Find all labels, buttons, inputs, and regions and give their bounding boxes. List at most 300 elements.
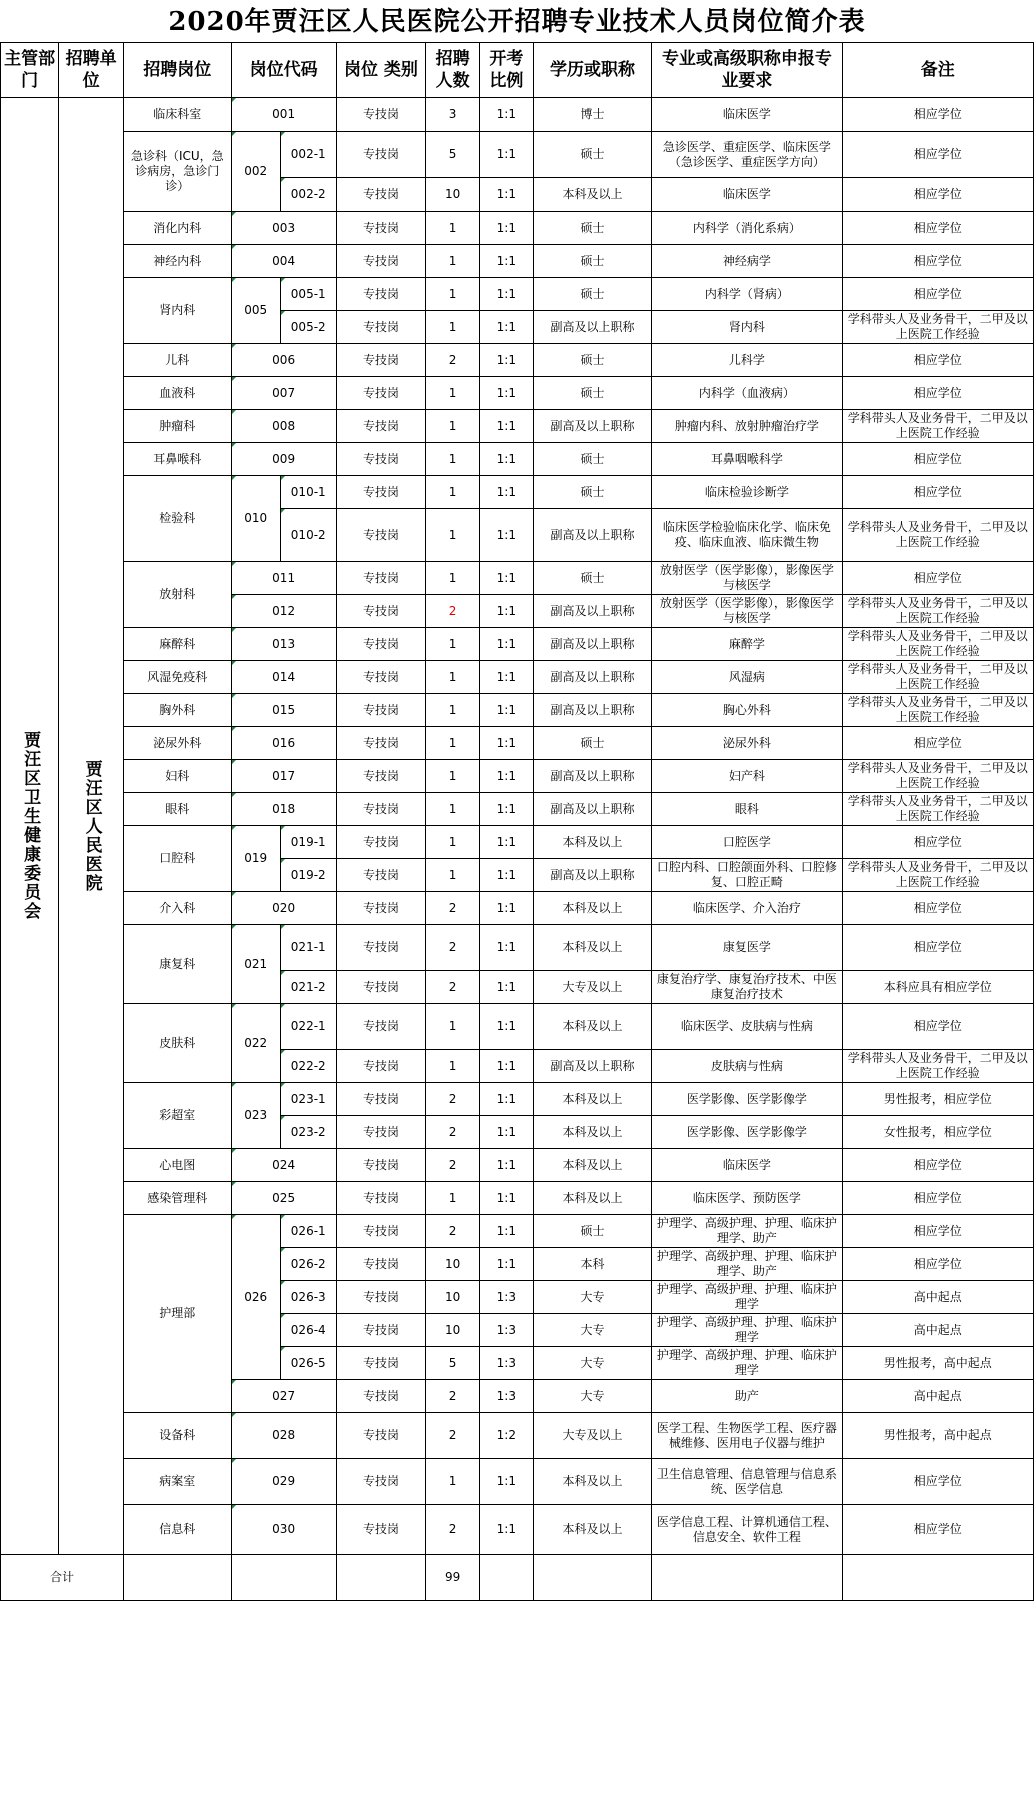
table-row xyxy=(1,793,1034,826)
post-type: 专技岗 xyxy=(336,595,426,628)
table-row xyxy=(1,628,1034,661)
post-note: 学科带头人及业务骨干，二甲及以上医院工作经验 xyxy=(842,859,1033,892)
post-note: 学科带头人及业务骨干，二甲及以上医院工作经验 xyxy=(842,1050,1033,1083)
total-label: 合计 xyxy=(1,1555,124,1601)
table-row xyxy=(1,1083,1034,1116)
post-name: 护理部 xyxy=(124,1215,231,1413)
post-edu: 本科及以上 xyxy=(533,1116,652,1149)
post-ratio: 1:1 xyxy=(479,98,533,132)
post-type: 专技岗 xyxy=(336,793,426,826)
post-name: 信息科 xyxy=(124,1505,231,1555)
post-edu: 硕士 xyxy=(533,377,652,410)
group-code: 023 xyxy=(231,1083,280,1149)
post-major: 助产 xyxy=(652,1380,842,1413)
post-num: 1 xyxy=(426,311,480,344)
post-num: 2 xyxy=(426,892,480,925)
post-note: 学科带头人及业务骨干，二甲及以上医院工作经验 xyxy=(842,793,1033,826)
post-major: 胸心外科 xyxy=(652,694,842,727)
post-major: 眼科 xyxy=(652,793,842,826)
post-name: 病案室 xyxy=(124,1459,231,1505)
post-ratio: 1:3 xyxy=(479,1380,533,1413)
post-edu: 硕士 xyxy=(533,476,652,509)
post-edu: 副高及以上职称 xyxy=(533,793,652,826)
post-name: 彩超室 xyxy=(124,1083,231,1149)
post-name: 心电图 xyxy=(124,1149,231,1182)
post-type: 专技岗 xyxy=(336,1380,426,1413)
post-name: 妇科 xyxy=(124,760,231,793)
table-row xyxy=(1,344,1034,377)
post-code: 010-2 xyxy=(280,509,336,562)
header-major: 专业或高级职称申报专业要求 xyxy=(652,43,842,98)
post-edu: 硕士 xyxy=(533,212,652,245)
post-num: 1 xyxy=(426,562,480,595)
post-name: 肾内科 xyxy=(124,278,231,344)
post-code: 019-2 xyxy=(280,859,336,892)
post-code: 023-1 xyxy=(280,1083,336,1116)
post-ratio: 1:1 xyxy=(479,694,533,727)
post-num: 1 xyxy=(426,212,480,245)
post-code: 018 xyxy=(231,793,336,826)
post-num: 2 xyxy=(426,344,480,377)
post-code: 030 xyxy=(231,1505,336,1555)
post-code: 006 xyxy=(231,344,336,377)
post-name: 检验科 xyxy=(124,476,231,562)
post-note: 相应学位 xyxy=(842,925,1033,971)
post-ratio: 1:1 xyxy=(479,661,533,694)
post-edu: 本科及以上 xyxy=(533,925,652,971)
post-ratio: 1:1 xyxy=(479,178,533,212)
post-name: 介入科 xyxy=(124,892,231,925)
post-type: 专技岗 xyxy=(336,1149,426,1182)
post-note: 女性报考，相应学位 xyxy=(842,1116,1033,1149)
post-type: 专技岗 xyxy=(336,1347,426,1380)
post-edu: 副高及以上职称 xyxy=(533,1050,652,1083)
post-code: 005-2 xyxy=(280,311,336,344)
table-row xyxy=(1,1413,1034,1459)
post-code: 021-1 xyxy=(280,925,336,971)
post-code: 001 xyxy=(231,98,336,132)
job-table xyxy=(0,42,1034,1601)
total-empty xyxy=(124,1555,231,1601)
post-name: 麻醉科 xyxy=(124,628,231,661)
post-ratio: 1:1 xyxy=(479,971,533,1004)
post-major: 医学影像、医学影像学 xyxy=(652,1116,842,1149)
post-type: 专技岗 xyxy=(336,1083,426,1116)
post-code: 026-2 xyxy=(280,1248,336,1281)
post-edu: 本科及以上 xyxy=(533,892,652,925)
post-type: 专技岗 xyxy=(336,245,426,278)
post-major: 临床医学、皮肤病与性病 xyxy=(652,1004,842,1050)
post-code: 003 xyxy=(231,212,336,245)
post-major: 内科学（血液病） xyxy=(652,377,842,410)
post-ratio: 1:1 xyxy=(479,1149,533,1182)
post-type: 专技岗 xyxy=(336,826,426,859)
post-major: 护理学、高级护理、护理、临床护理学 xyxy=(652,1347,842,1380)
post-name: 血液科 xyxy=(124,377,231,410)
post-note: 高中起点 xyxy=(842,1281,1033,1314)
post-edu: 本科及以上 xyxy=(533,1149,652,1182)
post-ratio: 1:1 xyxy=(479,476,533,509)
post-ratio: 1:1 xyxy=(479,377,533,410)
post-note: 相应学位 xyxy=(842,212,1033,245)
post-major: 卫生信息管理、信息管理与信息系统、医学信息 xyxy=(652,1459,842,1505)
post-code: 027 xyxy=(231,1380,336,1413)
post-major: 医学工程、生物医学工程、医疗器械维修、医用电子仪器与维护 xyxy=(652,1413,842,1459)
post-code: 010-1 xyxy=(280,476,336,509)
table-row xyxy=(1,1459,1034,1505)
table-row xyxy=(1,132,1034,178)
post-type: 专技岗 xyxy=(336,925,426,971)
post-major: 妇产科 xyxy=(652,760,842,793)
post-code: 011 xyxy=(231,562,336,595)
post-edu: 博士 xyxy=(533,98,652,132)
post-type: 专技岗 xyxy=(336,727,426,760)
post-type: 专技岗 xyxy=(336,892,426,925)
header-unit: 招聘单位 xyxy=(59,43,124,98)
post-edu: 副高及以上职称 xyxy=(533,509,652,562)
table-row xyxy=(1,925,1034,971)
post-ratio: 1:2 xyxy=(479,1413,533,1459)
post-num: 1 xyxy=(426,661,480,694)
post-num: 10 xyxy=(426,1248,480,1281)
post-num: 1 xyxy=(426,476,480,509)
post-edu: 硕士 xyxy=(533,132,652,178)
post-note: 相应学位 xyxy=(842,98,1033,132)
post-note: 学科带头人及业务骨干，二甲及以上医院工作经验 xyxy=(842,410,1033,443)
post-note: 本科应具有相应学位 xyxy=(842,971,1033,1004)
post-type: 专技岗 xyxy=(336,132,426,178)
post-code: 014 xyxy=(231,661,336,694)
post-type: 专技岗 xyxy=(336,377,426,410)
post-num: 1 xyxy=(426,410,480,443)
post-num: 1 xyxy=(426,245,480,278)
post-edu: 本科及以上 xyxy=(533,1182,652,1215)
post-type: 专技岗 xyxy=(336,1413,426,1459)
dept-name: 贾汪区卫生健康委员会 xyxy=(20,731,41,921)
header-note: 备注 xyxy=(842,43,1033,98)
table-row xyxy=(1,245,1034,278)
total-num: 99 xyxy=(426,1555,480,1601)
post-type: 专技岗 xyxy=(336,509,426,562)
dept-cell xyxy=(1,98,59,1555)
table-row xyxy=(1,661,1034,694)
post-num: 5 xyxy=(426,1347,480,1380)
post-code: 002-2 xyxy=(280,178,336,212)
post-name: 临床科室 xyxy=(124,98,231,132)
post-name: 泌尿外科 xyxy=(124,727,231,760)
post-name: 消化内科 xyxy=(124,212,231,245)
post-note: 高中起点 xyxy=(842,1314,1033,1347)
group-code: 005 xyxy=(231,278,280,344)
post-edu: 硕士 xyxy=(533,727,652,760)
post-code: 022-2 xyxy=(280,1050,336,1083)
post-code: 008 xyxy=(231,410,336,443)
post-edu: 硕士 xyxy=(533,562,652,595)
post-ratio: 1:1 xyxy=(479,132,533,178)
post-code: 020 xyxy=(231,892,336,925)
post-major: 护理学、高级护理、护理、临床护理学 xyxy=(652,1281,842,1314)
post-type: 专技岗 xyxy=(336,1281,426,1314)
post-num: 10 xyxy=(426,1281,480,1314)
table-row xyxy=(1,278,1034,311)
post-ratio: 1:3 xyxy=(479,1281,533,1314)
post-num: 2 xyxy=(426,1505,480,1555)
post-type: 专技岗 xyxy=(336,1215,426,1248)
post-code: 015 xyxy=(231,694,336,727)
post-ratio: 1:1 xyxy=(479,925,533,971)
post-edu: 本科及以上 xyxy=(533,1004,652,1050)
post-code: 023-2 xyxy=(280,1116,336,1149)
post-note: 相应学位 xyxy=(842,1459,1033,1505)
post-major: 皮肤病与性病 xyxy=(652,1050,842,1083)
table-row xyxy=(1,377,1034,410)
post-type: 专技岗 xyxy=(336,98,426,132)
post-note: 学科带头人及业务骨干，二甲及以上医院工作经验 xyxy=(842,311,1033,344)
post-type: 专技岗 xyxy=(336,344,426,377)
post-code: 022-1 xyxy=(280,1004,336,1050)
post-ratio: 1:1 xyxy=(479,595,533,628)
post-edu: 大专 xyxy=(533,1380,652,1413)
post-major: 内科学（消化系病） xyxy=(652,212,842,245)
post-major: 放射医学（医学影像），影像医学与核医学 xyxy=(652,595,842,628)
unit-cell xyxy=(59,98,124,1555)
post-name: 神经内科 xyxy=(124,245,231,278)
post-ratio: 1:1 xyxy=(479,509,533,562)
post-name: 风湿免疫科 xyxy=(124,661,231,694)
post-major: 康复治疗学、康复治疗技术、中医康复治疗技术 xyxy=(652,971,842,1004)
post-note: 相应学位 xyxy=(842,278,1033,311)
post-major: 医学影像、医学影像学 xyxy=(652,1083,842,1116)
post-major: 临床医学 xyxy=(652,1149,842,1182)
table-row xyxy=(1,1004,1034,1050)
post-edu: 副高及以上职称 xyxy=(533,859,652,892)
post-code: 026-3 xyxy=(280,1281,336,1314)
post-edu: 副高及以上职称 xyxy=(533,410,652,443)
total-empty xyxy=(479,1555,533,1601)
header-post: 招聘岗位 xyxy=(124,43,231,98)
post-edu: 硕士 xyxy=(533,443,652,476)
post-major: 肿瘤内科、放射肿瘤治疗学 xyxy=(652,410,842,443)
total-empty xyxy=(336,1555,426,1601)
post-edu: 副高及以上职称 xyxy=(533,694,652,727)
post-note: 学科带头人及业务骨干，二甲及以上医院工作经验 xyxy=(842,628,1033,661)
post-code: 007 xyxy=(231,377,336,410)
post-num: 1 xyxy=(426,727,480,760)
post-type: 专技岗 xyxy=(336,971,426,1004)
post-type: 专技岗 xyxy=(336,661,426,694)
post-type: 专技岗 xyxy=(336,859,426,892)
post-note: 相应学位 xyxy=(842,1004,1033,1050)
post-name: 眼科 xyxy=(124,793,231,826)
post-name: 康复科 xyxy=(124,925,231,1004)
table-row xyxy=(1,694,1034,727)
post-num: 10 xyxy=(426,1314,480,1347)
post-ratio: 1:1 xyxy=(479,1050,533,1083)
table-row xyxy=(1,212,1034,245)
post-edu: 本科 xyxy=(533,1248,652,1281)
post-ratio: 1:1 xyxy=(479,1248,533,1281)
post-edu: 本科及以上 xyxy=(533,1459,652,1505)
post-code: 009 xyxy=(231,443,336,476)
post-type: 专技岗 xyxy=(336,760,426,793)
post-edu: 副高及以上职称 xyxy=(533,311,652,344)
post-num: 1 xyxy=(426,509,480,562)
post-note: 相应学位 xyxy=(842,132,1033,178)
post-ratio: 1:1 xyxy=(479,212,533,245)
post-num: 2 xyxy=(426,1215,480,1248)
post-ratio: 1:1 xyxy=(479,628,533,661)
post-name: 设备科 xyxy=(124,1413,231,1459)
post-code: 029 xyxy=(231,1459,336,1505)
group-code: 026 xyxy=(231,1215,280,1380)
post-num: 1 xyxy=(426,443,480,476)
post-note: 相应学位 xyxy=(842,562,1033,595)
post-note: 相应学位 xyxy=(842,1149,1033,1182)
post-code: 016 xyxy=(231,727,336,760)
post-edu: 大专及以上 xyxy=(533,971,652,1004)
post-note: 男性报考，高中起点 xyxy=(842,1413,1033,1459)
post-note: 相应学位 xyxy=(842,1182,1033,1215)
post-type: 专技岗 xyxy=(336,1050,426,1083)
post-major: 临床医学 xyxy=(652,98,842,132)
post-ratio: 1:1 xyxy=(479,859,533,892)
post-num: 1 xyxy=(426,826,480,859)
post-ratio: 1:1 xyxy=(479,245,533,278)
post-note: 相应学位 xyxy=(842,826,1033,859)
post-type: 专技岗 xyxy=(336,278,426,311)
post-ratio: 1:1 xyxy=(479,278,533,311)
post-edu: 副高及以上职称 xyxy=(533,595,652,628)
post-ratio: 1:1 xyxy=(479,311,533,344)
post-code: 012 xyxy=(231,595,336,628)
table-row xyxy=(1,443,1034,476)
table-row xyxy=(1,562,1034,595)
group-code: 022 xyxy=(231,1004,280,1083)
post-major: 护理学、高级护理、护理、临床护理学、助产 xyxy=(652,1248,842,1281)
post-ratio: 1:1 xyxy=(479,793,533,826)
unit-name: 贾汪区人民医院 xyxy=(81,759,102,893)
post-ratio: 1:1 xyxy=(479,760,533,793)
post-num: 2 xyxy=(426,925,480,971)
post-code: 026-1 xyxy=(280,1215,336,1248)
post-major: 急诊医学、重症医学、临床医学（急诊医学、重症医学方向） xyxy=(652,132,842,178)
post-type: 专技岗 xyxy=(336,178,426,212)
post-type: 专技岗 xyxy=(336,311,426,344)
post-edu: 硕士 xyxy=(533,1215,652,1248)
header-edu: 学历或职称 xyxy=(533,43,652,98)
post-type: 专技岗 xyxy=(336,628,426,661)
post-name: 耳鼻喉科 xyxy=(124,443,231,476)
post-major: 临床医学、介入治疗 xyxy=(652,892,842,925)
post-major: 耳鼻咽喉科学 xyxy=(652,443,842,476)
post-num: 1 xyxy=(426,1182,480,1215)
post-code: 028 xyxy=(231,1413,336,1459)
post-num: 1 xyxy=(426,793,480,826)
post-num: 1 xyxy=(426,859,480,892)
total-row xyxy=(1,1555,1034,1601)
post-note: 相应学位 xyxy=(842,1248,1033,1281)
post-name: 胸外科 xyxy=(124,694,231,727)
post-type: 专技岗 xyxy=(336,562,426,595)
post-num: 1 xyxy=(426,1459,480,1505)
post-type: 专技岗 xyxy=(336,1116,426,1149)
post-num: 1 xyxy=(426,694,480,727)
post-code: 004 xyxy=(231,245,336,278)
post-major: 护理学、高级护理、护理、临床护理学 xyxy=(652,1314,842,1347)
header-row xyxy=(1,43,1034,98)
post-code: 021-2 xyxy=(280,971,336,1004)
post-major: 口腔内科、口腔颌面外科、口腔修复、口腔正畸 xyxy=(652,859,842,892)
post-note: 相应学位 xyxy=(842,344,1033,377)
post-num: 2 xyxy=(426,971,480,1004)
total-empty xyxy=(842,1555,1033,1601)
table-row xyxy=(1,760,1034,793)
post-major: 口腔医学 xyxy=(652,826,842,859)
post-num: 1 xyxy=(426,1050,480,1083)
post-note: 相应学位 xyxy=(842,1215,1033,1248)
post-major: 放射医学（医学影像），影像医学与核医学 xyxy=(652,562,842,595)
post-edu: 本科及以上 xyxy=(533,1505,652,1555)
post-note: 相应学位 xyxy=(842,476,1033,509)
post-name: 肿瘤科 xyxy=(124,410,231,443)
total-empty xyxy=(231,1555,336,1601)
post-note: 学科带头人及业务骨干，二甲及以上医院工作经验 xyxy=(842,595,1033,628)
table-row xyxy=(1,1215,1034,1248)
post-type: 专技岗 xyxy=(336,1248,426,1281)
post-major: 临床检验诊断学 xyxy=(652,476,842,509)
post-num: 3 xyxy=(426,98,480,132)
post-note: 相应学位 xyxy=(842,443,1033,476)
table-row xyxy=(1,1149,1034,1182)
post-num: 2 xyxy=(426,1116,480,1149)
post-ratio: 1:1 xyxy=(479,344,533,377)
table-row xyxy=(1,892,1034,925)
group-code: 010 xyxy=(231,476,280,562)
post-code: 002-1 xyxy=(280,132,336,178)
post-note: 相应学位 xyxy=(842,178,1033,212)
post-ratio: 1:3 xyxy=(479,1314,533,1347)
post-major: 泌尿外科 xyxy=(652,727,842,760)
group-code: 021 xyxy=(231,925,280,1004)
post-ratio: 1:1 xyxy=(479,892,533,925)
post-num: 2 xyxy=(426,1083,480,1116)
post-type: 专技岗 xyxy=(336,1182,426,1215)
post-type: 专技岗 xyxy=(336,1459,426,1505)
post-ratio: 1:1 xyxy=(479,1215,533,1248)
post-major: 临床医学、预防医学 xyxy=(652,1182,842,1215)
post-major: 神经病学 xyxy=(652,245,842,278)
post-code: 026-5 xyxy=(280,1347,336,1380)
post-type: 专技岗 xyxy=(336,1004,426,1050)
post-major: 内科学（肾病） xyxy=(652,278,842,311)
post-major: 临床医学检验临床化学、临床免疫、临床血液、临床微生物 xyxy=(652,509,842,562)
post-type: 专技岗 xyxy=(336,212,426,245)
post-major: 康复医学 xyxy=(652,925,842,971)
post-ratio: 1:1 xyxy=(479,1083,533,1116)
post-note: 相应学位 xyxy=(842,727,1033,760)
post-name: 儿科 xyxy=(124,344,231,377)
post-edu: 副高及以上职称 xyxy=(533,760,652,793)
post-num: 1 xyxy=(426,760,480,793)
post-code: 013 xyxy=(231,628,336,661)
post-edu: 本科及以上 xyxy=(533,1083,652,1116)
post-major: 护理学、高级护理、护理、临床护理学、助产 xyxy=(652,1215,842,1248)
post-edu: 大专 xyxy=(533,1314,652,1347)
post-code: 019-1 xyxy=(280,826,336,859)
post-ratio: 1:3 xyxy=(479,1347,533,1380)
header-ratio: 开考比例 xyxy=(479,43,533,98)
total-empty xyxy=(533,1555,652,1601)
